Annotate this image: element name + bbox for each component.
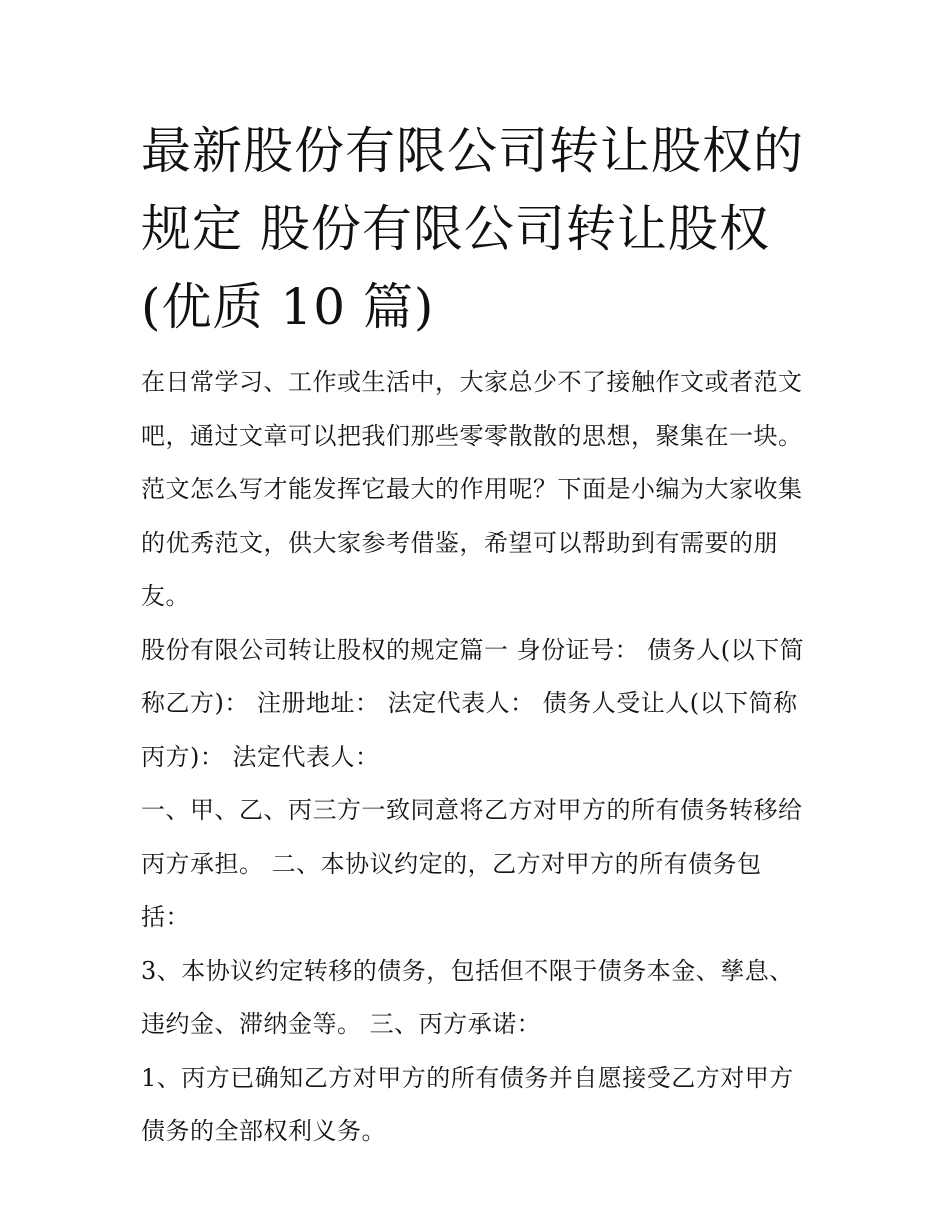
body-line: 股份有限公司转让股权的规定篇一 身份证号： 债务人(以下简: [141, 635, 805, 664]
body-line: 债务的全部权利义务。: [141, 1117, 386, 1145]
body-line: 的优秀范文，供大家参考借鉴，希望可以帮助到有需要的朋: [141, 528, 778, 557]
body-line: 括：: [141, 903, 190, 931]
body-line: 丙方)： 法定代表人：: [141, 742, 380, 771]
title-line: 规定 股份有限公司转让股权: [141, 200, 770, 258]
body-line: 丙方承担。 二、本协议约定的，乙方对甲方的所有债务包: [141, 849, 762, 878]
body-line: 一、甲、乙、丙三方一致同意将乙方对甲方的所有债务转移给: [141, 796, 803, 824]
title-line: 最新股份有限公司转让股权的: [141, 122, 804, 180]
body-line: 范文怎么写才能发挥它最大的作用呢？下面是小编为大家收集: [141, 475, 803, 503]
body-line: 吧，通过文章可以把我们那些零零散散的思想，聚集在一块。: [141, 421, 803, 450]
title-line: (优质 10 篇): [141, 278, 435, 336]
body-line: 称乙方)： 注册地址： 法定代表人： 债务人受让人(以下简称: [141, 689, 798, 717]
body-line: 3、本协议约定转移的债务，包括但不限于债务本金、孳息、: [141, 956, 794, 985]
body-line: 在日常学习、工作或生活中，大家总少不了接触作文或者范文: [141, 368, 803, 396]
body-line: 1、丙方已确知乙方对甲方的所有债务并自愿接受乙方对甲方: [141, 1063, 794, 1092]
document-body: [141, 356, 831, 1159]
body-line: 违约金、滞纳金等。 三、丙方承诺：: [141, 1010, 542, 1038]
body-line: 友。: [141, 582, 190, 610]
document-title: [141, 112, 831, 346]
